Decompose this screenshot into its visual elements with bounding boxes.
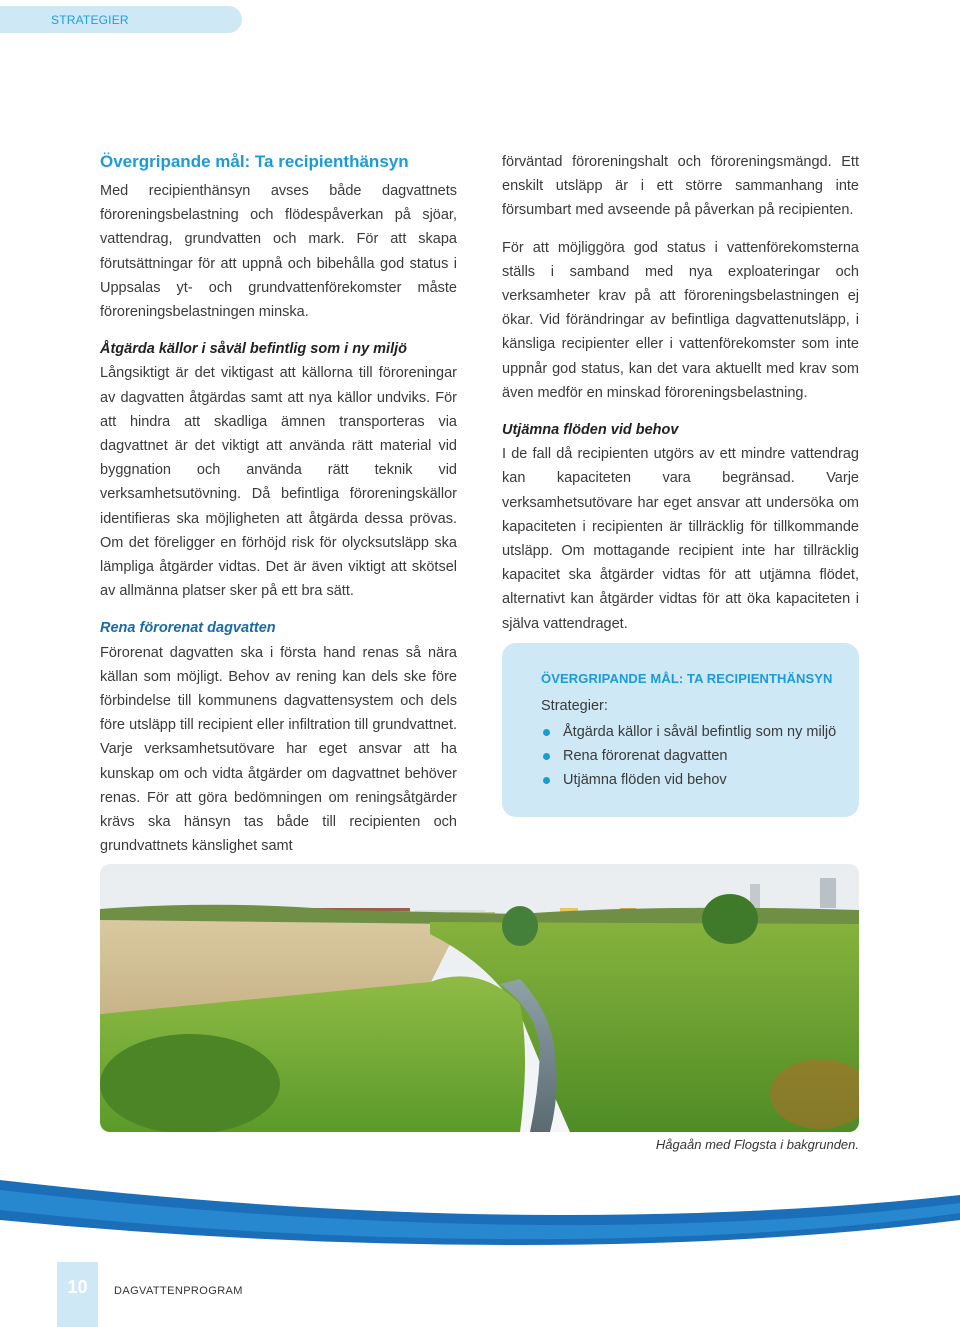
bullet-icon [543, 729, 550, 736]
landscape-photo [100, 864, 859, 1132]
list-item: Åtgärda källor i såväl befintlig som ny miljö [541, 720, 836, 744]
section-heading-sources: Åtgärda källor i såväl befintlig som i ny miljö [100, 341, 407, 358]
intro-paragraph: Med recipienthänsyn avses både dagvattnets föroreningsbelastning och flödespåverkan på sjöar, vattendrag, grundvatten och mark. För att skapa förutsättningar för att uppnå och bibehålla god status i Uppsalas yt- och grundvattenförekomster måste föroreningsbelastningen minska. [100, 183, 457, 321]
summary-box-title: ÖVERGRIPANDE MÅL: TA RECIPIENTHÄNSYN [541, 671, 833, 686]
section-tab [0, 6, 242, 33]
landscape-illustration [100, 864, 859, 1132]
page-title: Övergripande mål: Ta recipienthänsyn [100, 152, 409, 171]
decorative-wave [0, 1165, 960, 1255]
summary-box-subtitle: Strategier: [541, 698, 608, 714]
section-heading-clean: Rena förorenat dagvatten [100, 620, 276, 637]
page-number-box [57, 1262, 98, 1327]
footer-label: DAGVATTENPROGRAM [114, 1285, 243, 1297]
section-label: STRATEGIER [51, 13, 129, 27]
continued-paragraph: förväntad föroreningshalt och föroreningsmängd. Ett enskilt utsläpp är i ett större sammanhang inte försumbart med avseende på påverkan på recipienten. [502, 154, 859, 219]
section-text-sources: Långsiktigt är det viktigast att källorna till föroreningar av dagvatten åtgärdas samt att nya källor undviks. För att hindra att skadliga ämnen transporteras via dagvattnet är det viktigt att använda rätt material vid byggnation och använda rätt teknik vid verksamhetsutövning. Då befintliga föroreningskällor identifieras ska möjligheten att åtgärda dessa prövas. Om det föreligger en förhöjd risk för olycksutsläpp ska lämpliga åtgärder vidtas. Det är även viktigt att skötsel av allmänna platser sker på ett bra sätt. [100, 365, 457, 600]
left-column [100, 150, 457, 858]
list-item: Utjämna flöden vid behov [541, 768, 836, 792]
section-text-flows: I de fall då recipienten utgörs av ett mindre vattendrag kan kapaciteten vara begränsad. Varje verksamhetsutövare har eget ansvar att undersöka om kapaciteten i recipienten är tillräcklig för tillkommande utsläpp. Om mottagande recipient inte har tillräcklig kapacitet ska åtgärder vidtas för att utjämna flödet, alternativt kan åtgärder vidtas för att öka kapaciteten i själva vattendraget. [502, 446, 859, 632]
strategy-list [541, 720, 836, 793]
summary-box [502, 643, 859, 817]
list-item: Rena förorenat dagvatten [541, 744, 836, 768]
photo-caption: Hågaån med Flogsta i bakgrunden. [655, 1137, 859, 1152]
page-number: 10 [67, 1277, 88, 1297]
right-column [502, 150, 859, 636]
section-text-clean: Förorenat dagvatten ska i första hand renas så nära källan som möjligt. Behov av rening kan dels ske före förbindelse till kommunens dagvattensystem och dels före utsläpp till recipient eller infiltration till grundvattnet. Varje verksamhetsutövare har eget ansvar att ha kunskap om och vidta åtgärder om dagvattnet behöver renas. För att göra bedömningen om reningsåtgärder krävs ska hänsyn tas både till recipienten och grundvattnets känslighet samt [100, 644, 457, 855]
status-paragraph: För att möjliggöra god status i vattenförekomsterna ställs i samband med nya exploateringar och verksamheter krav på att föroreningsbelastningen ej ökar. Vid förändringar av befintliga dagvattenutsläpp, i känsliga recipienter eller i vattenförekomster som inte uppnår god status, kan det vara aktuellt med krav som även medför en minskad föroreningsbelastning. [502, 239, 859, 401]
bullet-icon [543, 753, 550, 760]
section-heading-flows: Utjämna flöden vid behov [502, 422, 679, 439]
bullet-icon [543, 777, 550, 784]
